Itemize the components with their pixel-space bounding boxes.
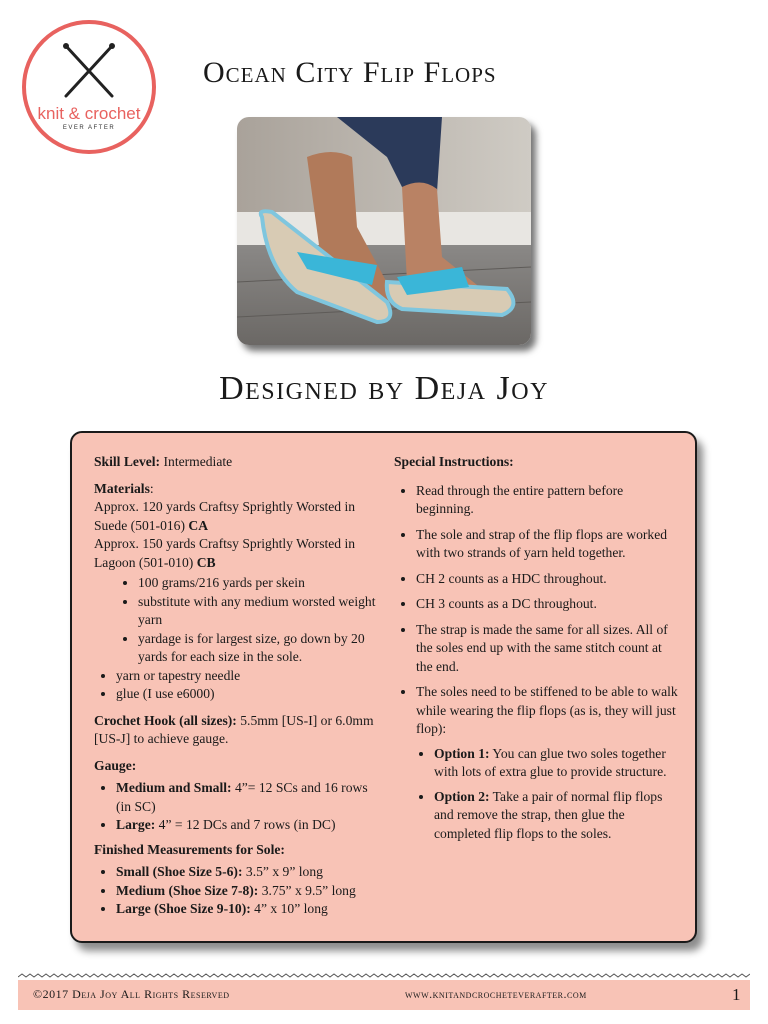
- left-column: [94, 453, 384, 919]
- list-item: • Read through the entire pattern before beginning.: [416, 482, 680, 519]
- list-item: • CH 3 counts as a DC throughout.: [416, 595, 680, 614]
- zigzag-divider: [18, 972, 750, 982]
- logo-brand-text: knit & crochet: [37, 104, 141, 123]
- skill-level: [94, 453, 384, 472]
- material-yarn-ca: Approx. 120 yards Craftsy Sprightly Worsted in Suede (501-016) CA: [94, 499, 356, 533]
- list-item: • Large (Shoe Size 9-10): 4” x 10” long: [116, 900, 384, 919]
- gauge-label: Gauge:: [94, 757, 137, 773]
- pattern-info-box: [70, 431, 697, 943]
- materials-label: Materials: [94, 480, 150, 496]
- crochet-hook: [94, 712, 384, 749]
- list-item: • CH 2 counts as a HDC throughout.: [416, 570, 680, 589]
- list-item: • 100 grams/216 yards per skein: [138, 574, 384, 593]
- hook-label: Crochet Hook (all sizes):: [94, 712, 237, 728]
- gauge-section: [94, 757, 384, 835]
- list-item: • Medium and Small: 4”= 12 SCs and 16 rows (in SC): [116, 779, 384, 816]
- yarn-notes-list: [116, 574, 384, 667]
- right-column: [394, 453, 680, 850]
- finished-measurements-section: [94, 841, 384, 919]
- list-item: • Large: 4” = 12 DCs and 7 rows (in DC): [116, 816, 384, 835]
- material-yarn-cb: Approx. 150 yards Craftsy Sprightly Worsted in Lagoon (501-010) CB: [94, 536, 356, 570]
- list-item: • Small (Shoe Size 5-6): 3.5” x 9” long: [116, 863, 384, 882]
- list-item: • The soles need to be stiffened to be able to walk while wearing the flip flops (as is, they will just flop): • Option 1: You can glue two soles together with lots of extra glue to provide structure. • Option 2: Take a pair of normal flip flops and remove the strap, then glue the completed flip flops to the soles.: [416, 683, 680, 843]
- option-item: • Option 1: You can glue two soles together with lots of extra glue to provide structure.: [434, 745, 680, 782]
- special-instructions-heading: Special Instructions:: [394, 454, 514, 469]
- list-item: • glue (I use e6000): [116, 685, 384, 704]
- crossed-needles-icon: [58, 40, 120, 102]
- materials-section: Materials: Approx. 120 yards Craftsy Sprightly Worsted in Suede (501-016) CA Approx. 150 yards Craftsy Sprightly Worsted in Lagoon (501-010) CB • 100 grams/216 yards per skein • substitute with any medium worsted weight yarn • yardage is for largest size, go down by 20 yards for each size in the sole. • yarn or tapestry needle • glue (I use e6000): [94, 480, 384, 704]
- page-number: 1: [732, 985, 741, 1004]
- list-item: • yardage is for largest size, go down by 20 yards for each size in the sole.: [138, 630, 384, 667]
- website-link[interactable]: www.knitandcrocheteverafter.com: [405, 987, 587, 1001]
- list-item: • yarn or tapestry needle: [116, 667, 384, 686]
- pattern-title: Ocean City Flip Flops: [203, 56, 497, 89]
- skill-level-label: Skill Level:: [94, 454, 161, 469]
- hook-value: 5.5mm [US-I] or 6.0mm [US-J] to achieve gauge.: [94, 712, 374, 746]
- list-item: • Medium (Shoe Size 7-8): 3.75” x 9.5” long: [116, 882, 384, 901]
- flip-flops-photo: [237, 117, 531, 345]
- brand-logo: [22, 20, 156, 154]
- logo-tagline: EVER AFTER: [62, 125, 116, 131]
- gauge-list: [94, 779, 384, 835]
- designer-heading: Designed by Deja Joy: [219, 370, 549, 407]
- list-item: • The strap is made the same for all sizes. All of the soles end up with the same stitch count at the end.: [416, 621, 680, 677]
- special-instructions-list: [394, 482, 680, 844]
- list-item: • The sole and strap of the flip flops are worked with two strands of yarn held together.: [416, 526, 680, 563]
- page-footer: [18, 980, 750, 1010]
- finished-label: Finished Measurements for Sole:: [94, 841, 285, 857]
- option-item: • Option 2: Take a pair of normal flip flops and remove the strap, then glue the completed flip flops to the soles.: [434, 788, 680, 844]
- finished-list: [94, 863, 384, 919]
- copyright-text: ©2017 Deja Joy All Rights Reserved: [33, 987, 230, 1001]
- list-item: • substitute with any medium worsted weight yarn: [138, 593, 384, 630]
- materials-list: [94, 574, 384, 704]
- skill-level-value: Intermediate: [160, 454, 233, 469]
- options-list: [416, 745, 680, 844]
